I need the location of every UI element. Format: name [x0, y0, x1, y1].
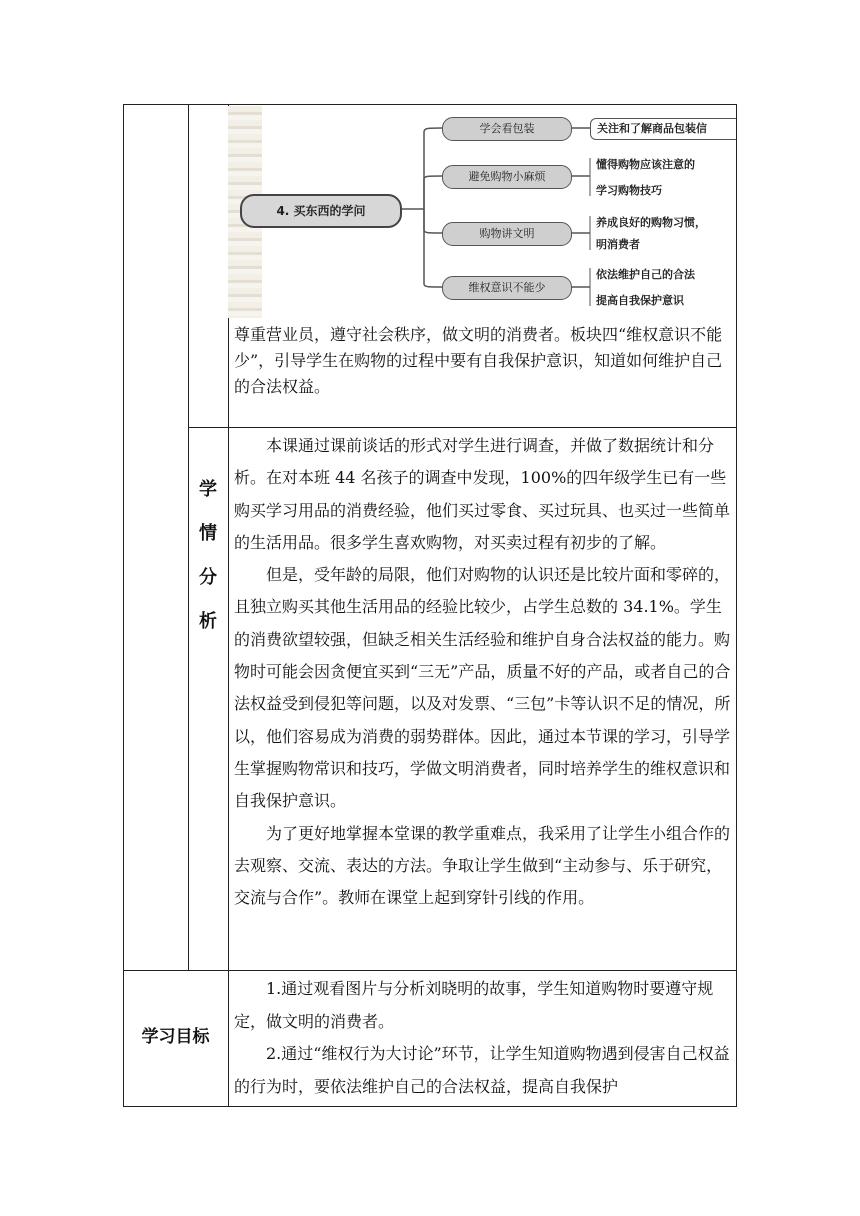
mindmap-root: 4. 买东西的学问 — [240, 194, 402, 228]
mindmap-branch: 维权意识不能少 — [442, 276, 572, 300]
mindmap-leaf: 关注和了解商品包装信 — [590, 118, 736, 140]
mindmap-leaf: 依法维护自己的合法 — [596, 268, 695, 281]
table-divider — [188, 427, 737, 428]
mindmap-figure — [228, 106, 736, 318]
goal-item: 1.通过观看图片与分析刘晓明的故事，学生知道购物时要遵守规定，做文明的消费者。 — [234, 979, 714, 1031]
learner-analysis-label — [188, 468, 228, 644]
learning-goals-label: 学习目标 — [141, 1027, 210, 1047]
mindmap-leaf: 懂得购物应该注意的 — [596, 158, 695, 171]
paragraph: 尊重营业员，遵守社会秩序，做文明的消费者。板块四“维权意识不能少”，引导学生在购物的过程中要有自我保护意识，知道如何维护自己的合法权益。 — [234, 325, 723, 396]
paragraph: 本课通过课前谈话的形式对学生进行调查，并做了数据统计和分析。在对本班 44 名孩子的调查中发现，100%的四年级学生已有一些购买学习用品的消费经验，他们买过零食、买过玩具、也买过一些简单的生活用品。很多学生喜欢购物，对买卖过程有初步的了解。 — [234, 436, 731, 552]
label-char: 情 — [199, 523, 217, 544]
learning-goals-text — [234, 973, 732, 1103]
label-char: 析 — [199, 611, 217, 632]
paragraph: 但是，受年龄的局限，他们对购物的认识还是比较片面和零碎的，且独立购买其他生活用品的经验比较少，占学生总数的 34.1%。学生的消费欲望较强，但缺乏相关生活经验和维护自身合法权益的能力。购物时可能会因贪便宜买到“三无”产品，质量不好的产品，或者自己的合法权益受到侵犯等问题，以及对发票、“三包”卡等认识不足的情况，所以，他们容易成为消费的弱势群体。因此，通过本节课的学习，引导学生掌握购物常识和技巧，学做文明消费者，同时培养学生的维权意识和自我保护意识。 — [234, 565, 731, 811]
label-char: 分 — [199, 567, 217, 588]
paragraph: 为了更好地掌握本堂课的教学重难点，我采用了让学生小组合作的去观察、交流、表达的方法。争取让学生做到“主动参与、乐于研究，交流与合作”。教师在课堂上起到穿针引线的作用。 — [234, 823, 731, 908]
mindmap-leaf: 养成良好的购物习惯， — [596, 216, 706, 229]
mindmap-branch: 学会看包装 — [442, 117, 572, 141]
mindmap-leaf: 学习购物技巧 — [596, 184, 662, 197]
learner-analysis-text — [234, 430, 732, 914]
mindmap-branch: 购物讲文明 — [442, 222, 572, 246]
table-divider — [123, 970, 737, 971]
mindmap-leaf: 明消费者 — [596, 238, 640, 251]
textbook-analysis-text — [234, 322, 732, 400]
mindmap-branch: 避免购物小麻烦 — [442, 165, 572, 189]
mindmap-leaf: 提高自我保护意识 — [596, 294, 684, 307]
goal-item: 2.通过“维权行为大讨论”环节，让学生知道购物遇到侵害自己权益的行为时，要依法维护自己的合法权益，提高自我保护 — [234, 1044, 730, 1096]
label-char: 学 — [199, 479, 217, 500]
